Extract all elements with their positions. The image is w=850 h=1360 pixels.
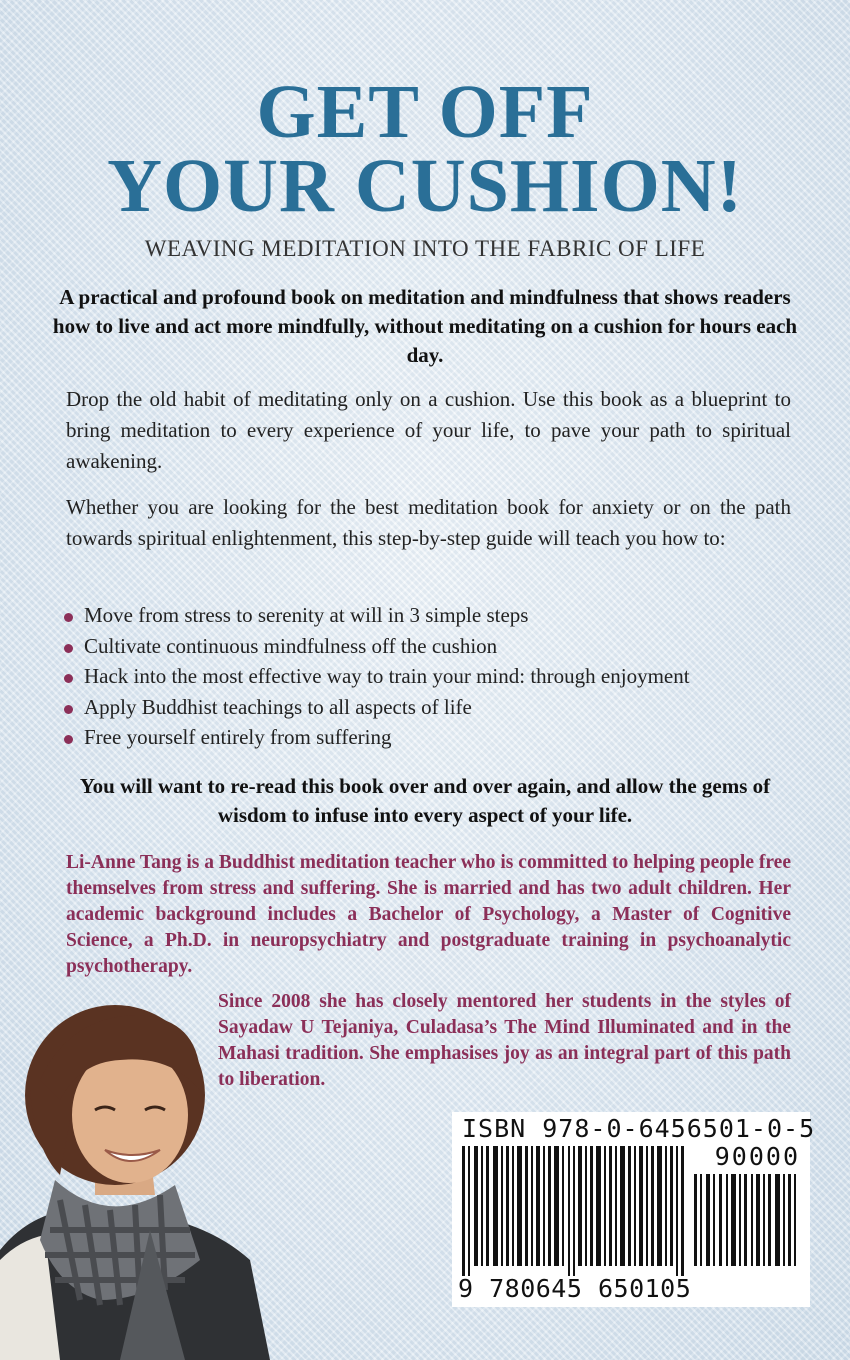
list-item: [62, 631, 802, 662]
list-item-text: Free yourself entirely from suffering: [84, 725, 392, 749]
description-paragraph-1: Drop the old habit of meditating only on a cushion. Use this book as a blueprint to bring meditation to every experience of your life, to pave your path to spiritual awakening.: [66, 387, 791, 473]
author-photo: [0, 1000, 270, 1360]
price-code: 90000: [714, 1142, 800, 1171]
list-item-text: Apply Buddhist teachings to all aspects of life: [84, 694, 472, 719]
isbn-barcode: [452, 1112, 816, 1307]
list-item: [62, 600, 802, 631]
list-item-text: Hack into the most effective way to train your mind: through enjoyment: [84, 664, 690, 688]
subtitle: WEAVING MEDITATION INTO THE FABRIC OF LIFE: [144, 236, 706, 261]
list-item-text: Cultivate continuous mindfulness off the cushion: [84, 633, 498, 658]
bullet-dot-icon: [64, 644, 73, 653]
title-line-2: YOUR CUSHION!: [107, 144, 743, 228]
lead-paragraph: A practical and profound book on meditation and mindfulness that shows readers how to live and act more mindfully, without meditating on a cushion for hours each day.: [52, 285, 798, 367]
bullet-dot-icon: [64, 674, 73, 683]
ean-digits: 9 780645 650105: [458, 1274, 692, 1303]
benefits-list: [62, 600, 802, 753]
list-item: [62, 692, 802, 723]
list-item: [62, 661, 802, 692]
title-line-1: GET OFF: [256, 70, 594, 154]
author-bio-paragraph-2: Since 2008 she has closely mentored her students in the styles of Sayadaw U Tejaniya, Culadasa’s The Mind Illuminated and in the Mahasi tradition. She emphasises joy as an integral part of this path to liberation.: [218, 991, 791, 1090]
closing-statement: You will want to re-read this book over and over again, and allow the gems of wisdom to infuse into every aspect of your life.: [79, 774, 771, 827]
description-paragraph-2: Whether you are looking for the best meditation book for anxiety or on the path towards spiritual enlightenment, this step-by-step guide will teach you how to:: [66, 495, 791, 550]
isbn-label: ISBN 978-0-6456501-0-5: [462, 1114, 816, 1143]
list-item-text: Move from stress to serenity at will in 3 simple steps: [84, 603, 529, 627]
addon-barcode-icon: [692, 1174, 800, 1266]
barcode-icon: [460, 1146, 690, 1276]
list-item: [62, 722, 802, 753]
bullet-dot-icon: [64, 613, 73, 622]
author-bio-paragraph-1: Li-Anne Tang is a Buddhist meditation teacher who is committed to helping people free themselves from stress and suffering. She is married and has two adult children. Her academic background includes a Bachelor of Psychology, a Master of Cognitive Science, a Ph.D. in neuropsychiatry and postgraduate training in psychoanalytic psychotherapy.: [66, 852, 791, 977]
bullet-dot-icon: [64, 735, 73, 744]
bullet-dot-icon: [64, 705, 73, 714]
